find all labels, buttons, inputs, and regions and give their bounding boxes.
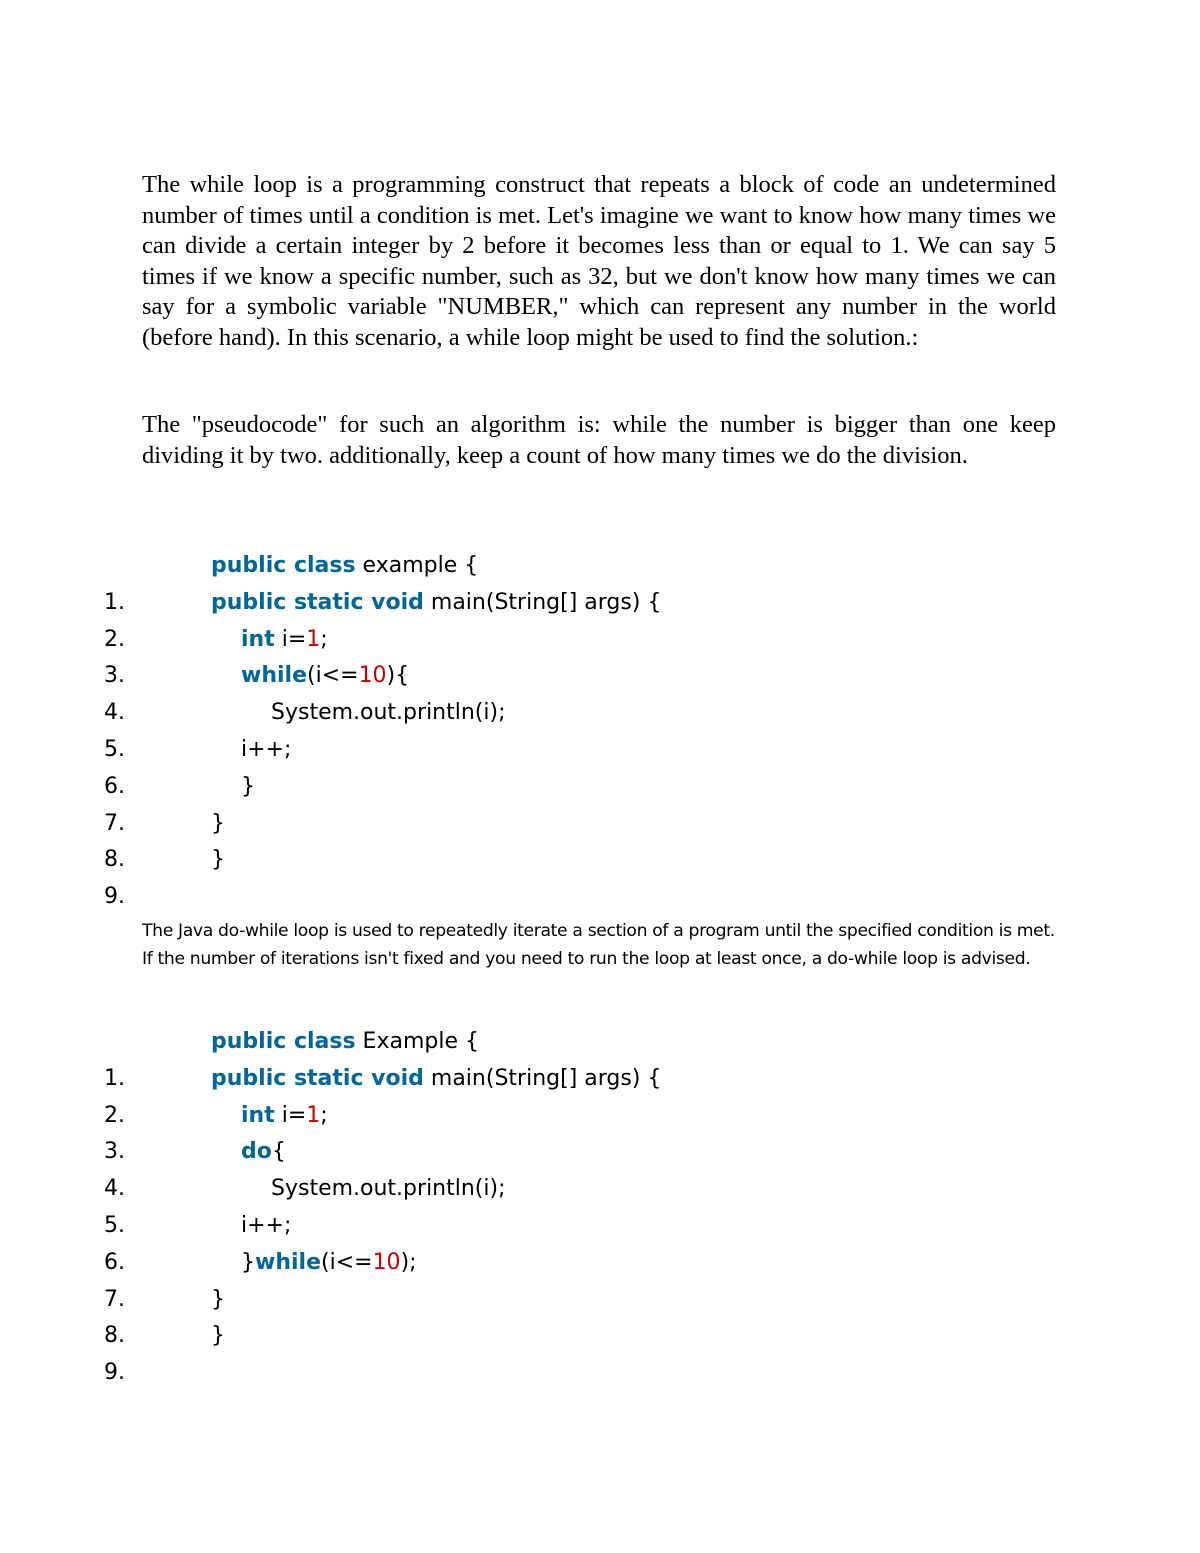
code-line [0,1245,1200,1312]
code-text: i= [274,1102,307,1128]
number-literal: 1 [306,1102,321,1128]
code-line [0,1171,1200,1238]
code-text: } [211,847,225,873]
line-number: 5. [104,1212,125,1238]
code-line [0,732,1200,799]
code-text: ; [320,626,328,652]
line-number: 2. [104,1102,125,1128]
code-text: ); [400,1249,417,1275]
line-number: 6. [104,1249,125,1275]
code-line [0,695,1200,762]
code-text: main(String[] args) { [423,589,662,615]
line-number: 4. [104,1176,125,1202]
code-text: System.out.println(i); [271,1176,506,1202]
line-number: 7. [104,810,125,836]
keyword: public class [211,553,356,578]
keyword: while [241,663,307,689]
line-number: 4. [104,700,125,726]
code-line [0,806,1200,873]
line-number: 7. [104,1286,125,1312]
line-number: 3. [104,663,125,689]
code-line [0,842,1200,910]
code-text: i++; [241,736,292,762]
code-text: example { [355,553,479,578]
code-text: i++; [241,1212,292,1238]
line-number: 6. [104,773,125,799]
code-text: } [211,1323,225,1349]
code-text: (i<= [307,663,359,689]
pseudocode-paragraph: The "pseudocode" for such an algorithm is: while the number is bigger than one keep dividing it by two. additionally, keep a count of how many times we do the division. [142,411,1056,469]
while-loop-code-listing [0,548,1200,910]
keyword: do [241,1139,272,1165]
code-text: main(String[] args) { [423,1065,662,1091]
do-while-paragraph: The Java do-while loop is used to repeatedly iterate a section of a program until the specified condition is met. If the number of iterations isn't fixed and you need to run the loop at least once, a do-while loop is advised. [142,921,1055,969]
number-literal: 10 [358,663,387,689]
line-number: 5. [104,736,125,762]
line-number: 1. [104,1065,125,1091]
code-line [0,1282,1200,1349]
keyword: int [241,1102,275,1128]
number-literal: 1 [306,626,321,652]
number-literal: 10 [372,1249,401,1275]
code-text: (i<= [321,1249,373,1275]
code-text: } [211,1286,225,1312]
line-number: 8. [104,847,125,873]
code-text: } [241,1249,255,1275]
code-text: Example { [355,1029,479,1054]
code-text: i= [274,626,307,652]
keyword: public static void [211,589,424,615]
line-number: 1. [104,589,125,615]
code-text: System.out.println(i); [271,700,506,726]
line-number: 2. [104,626,125,652]
keyword: public class [211,1029,356,1054]
keyword: while [255,1249,321,1275]
code-text: ){ [386,663,410,689]
code-line [0,769,1200,836]
intro-paragraph: The while loop is a programming construct that repeats a block of code an undetermined number of times until a condition is met. Let's imagine we want to know how many times we can divide a certain integer by 2 before it becomes less than or equal to 1. We can say 5 times if we know a specific number, such as 32, but we don't know how many times we can say for a symbolic variable "NUMBER," which can represent any number in the world (before hand). In this scenario, a while loop might be used to find the solution.: [142,171,1056,351]
keyword: int [241,626,275,652]
code-text: { [271,1139,286,1165]
code-text: } [241,773,255,799]
line-number: 9. [104,884,125,910]
keyword: public static void [211,1065,424,1091]
code-text: } [211,810,225,836]
line-number: 9. [104,1360,125,1386]
line-number: 3. [104,1139,125,1165]
code-text: ; [320,1102,328,1128]
line-number: 8. [104,1323,125,1349]
do-while-code-listing [0,1024,1200,1386]
code-line [0,1318,1200,1386]
